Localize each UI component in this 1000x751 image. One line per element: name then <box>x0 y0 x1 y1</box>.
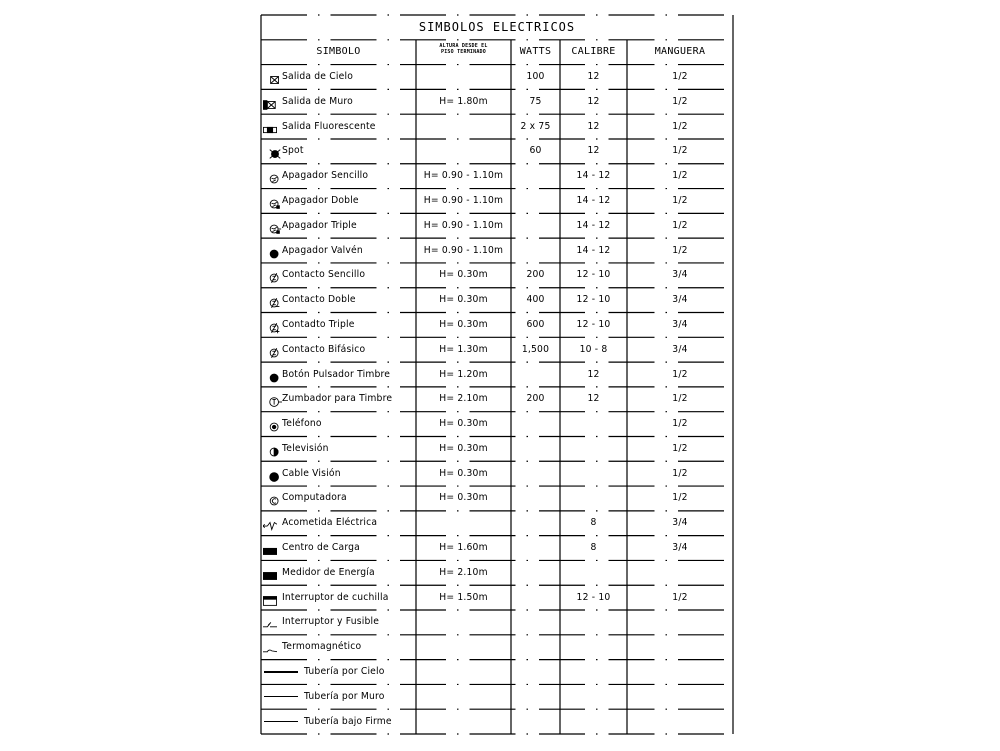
manguera-value: 1/2 <box>672 393 688 405</box>
manguera-value: 1/2 <box>672 219 688 231</box>
altura-value: H= 2.10m <box>439 566 488 578</box>
manguera-value: 3/4 <box>672 343 688 355</box>
symbol-name: Tubería por Muro <box>304 690 385 702</box>
calibre-value: 14 - 12 <box>576 219 611 231</box>
manguera-value: 3/4 <box>672 542 688 554</box>
symbol-name: Salida de Cielo <box>282 70 354 82</box>
symbol-name: Televisión <box>282 442 329 454</box>
manguera-value: 1/2 <box>672 368 688 380</box>
manguera-value: 1/2 <box>672 70 688 82</box>
symbol-name: Interruptor y Fusible <box>282 616 380 628</box>
symbol-name: Zumbador para Timbre <box>282 393 393 405</box>
altura-value: H= 0.90 - 1.10m <box>423 170 504 182</box>
watts-value: 1,500 <box>521 343 550 355</box>
watts-value: 100 <box>526 70 545 82</box>
calibre-value: 12 <box>587 70 600 82</box>
calibre-value: 12 <box>587 393 600 405</box>
symbol-name: Apagador Triple <box>282 219 357 231</box>
header-watts: WATTS <box>519 46 552 57</box>
altura-value: H= 0.30m <box>439 492 488 504</box>
manguera-value: 1/2 <box>672 418 688 430</box>
symbol-name: Salida de Muro <box>282 95 353 107</box>
symbol-name: Salida Fluorescente <box>282 120 376 132</box>
manguera-value: 1/2 <box>672 467 688 479</box>
header-altura-line1: ALTURA DESDE EL <box>439 43 488 49</box>
manguera-value: 1/2 <box>672 492 688 504</box>
fuse-switch-icon <box>263 616 279 628</box>
watts-value: 60 <box>529 145 542 157</box>
manguera-value: 3/4 <box>672 318 688 330</box>
symbol-name: Cable Visión <box>282 467 341 479</box>
altura-value: H= 0.90 - 1.10m <box>423 244 504 256</box>
header-calibre: CALIBRE <box>571 46 616 57</box>
table-title: SIMBOLOS ELECTRICOS <box>418 20 576 34</box>
manguera-value: 1/2 <box>672 120 688 132</box>
watts-value: 200 <box>526 393 545 405</box>
watts-value: 400 <box>526 294 545 306</box>
manguera-value: 3/4 <box>672 294 688 306</box>
manguera-value: 1/2 <box>672 591 688 603</box>
altura-value: H= 0.30m <box>439 294 488 306</box>
altura-value: H= 0.30m <box>439 442 488 454</box>
calibre-value: 12 <box>587 95 600 107</box>
calibre-value: 8 <box>590 542 597 554</box>
watts-value: 200 <box>526 269 545 281</box>
altura-value: H= 1.30m <box>439 343 488 355</box>
calibre-value: 12 - 10 <box>576 294 611 306</box>
symbol-name: Apagador Sencillo <box>282 170 369 182</box>
header-simbolo: SIMBOLO <box>316 46 361 57</box>
calibre-value: 12 - 10 <box>576 591 611 603</box>
manguera-value: 1/2 <box>672 244 688 256</box>
symbol-name: Contacto Doble <box>282 294 356 306</box>
calibre-value: 12 <box>587 145 600 157</box>
symbol-name: Contadto Triple <box>282 318 355 330</box>
altura-value: H= 0.30m <box>439 418 488 430</box>
calibre-value: 14 - 12 <box>576 170 611 182</box>
altura-value: H= 0.90 - 1.10m <box>423 194 504 206</box>
header-altura-line2: PISO TERMINADO <box>441 49 486 55</box>
altura-value: H= 0.30m <box>439 467 488 479</box>
calibre-value: 12 <box>587 120 600 132</box>
manguera-value: 3/4 <box>672 269 688 281</box>
ceiling-conduit-icon <box>264 671 298 672</box>
wall-outlet-icon <box>263 96 279 108</box>
thermomagnetic-icon <box>263 641 279 653</box>
manguera-value: 1/2 <box>672 170 688 182</box>
calibre-value: 14 - 12 <box>576 244 611 256</box>
manguera-value: 1/2 <box>672 194 688 206</box>
symbol-name: Spot <box>282 145 304 157</box>
symbol-name: Acometida Eléctrica <box>282 517 378 529</box>
calibre-value: 12 - 10 <box>576 269 611 281</box>
altura-value: H= 2.10m <box>439 393 488 405</box>
manguera-value: 1/2 <box>672 145 688 157</box>
load-center-icon <box>263 542 279 554</box>
fluorescent-outlet-icon <box>263 121 279 133</box>
symbol-name: Teléfono <box>282 418 322 430</box>
symbol-name: Apagador Valvén <box>282 244 363 256</box>
calibre-value: 12 - 10 <box>576 318 611 330</box>
manguera-value: 3/4 <box>672 517 688 529</box>
manguera-value: 1/2 <box>672 442 688 454</box>
symbol-name: Medidor de Energía <box>282 566 375 578</box>
symbol-name: Termomagnético <box>282 641 362 653</box>
symbol-name: Tubería por Cielo <box>304 666 385 678</box>
altura-value: H= 0.90 - 1.10m <box>423 219 504 231</box>
symbol-name: Botón Pulsador Timbre <box>282 368 391 380</box>
symbol-name: Apagador Doble <box>282 194 359 206</box>
symbol-name: Contacto Sencillo <box>282 269 366 281</box>
knife-switch-icon <box>263 592 279 604</box>
calibre-value: 12 <box>587 368 600 380</box>
symbol-name: Centro de Carga <box>282 542 361 554</box>
symbol-name: Tubería bajo Firme <box>304 715 392 727</box>
symbol-name: Contacto Bifásico <box>282 343 366 355</box>
symbol-name: Computadora <box>282 492 347 504</box>
calibre-value: 8 <box>590 517 597 529</box>
altura-value: H= 1.50m <box>439 591 488 603</box>
altura-value: H= 1.60m <box>439 542 488 554</box>
altura-value: H= 1.80m <box>439 95 488 107</box>
watts-value: 75 <box>529 95 542 107</box>
watts-value: 600 <box>526 318 545 330</box>
altura-value: H= 0.30m <box>439 318 488 330</box>
service-entrance-icon <box>263 517 279 529</box>
floor-conduit-icon <box>264 721 298 722</box>
altura-value: H= 1.20m <box>439 368 488 380</box>
wall-conduit-icon <box>264 696 298 697</box>
watts-value: 2 x 75 <box>520 120 551 132</box>
calibre-value: 14 - 12 <box>576 194 611 206</box>
header-manguera: MANGUERA <box>654 46 706 57</box>
energy-meter-icon <box>263 567 279 579</box>
symbol-name: Interruptor de cuchilla <box>282 591 389 603</box>
manguera-value: 1/2 <box>672 95 688 107</box>
calibre-value: 10 - 8 <box>579 343 608 355</box>
altura-value: H= 0.30m <box>439 269 488 281</box>
